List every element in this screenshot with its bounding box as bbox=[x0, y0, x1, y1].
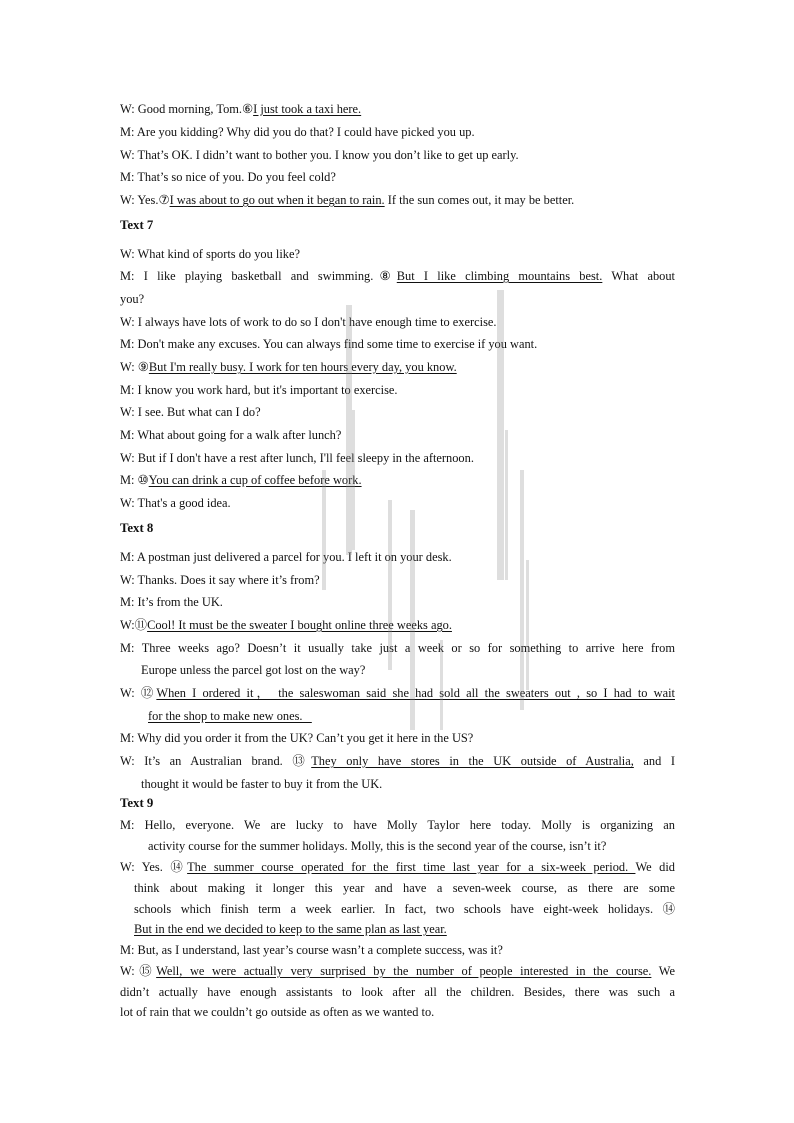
dialogue-line: M: I know you work hard, but it's important to exercise. bbox=[120, 383, 398, 397]
underlined-answer: You can drink a cup of coffee before work. bbox=[148, 473, 362, 487]
dialogue-line: W: Good morning, Tom.⑥I just took a taxi here. bbox=[120, 102, 362, 116]
dialogue-line: you? bbox=[120, 292, 145, 306]
section-heading-text-8: Text 8 bbox=[120, 521, 154, 535]
dialogue-line: W: ⑫When I ordered it， the saleswoman said she had sold all the sweaters out , so I had to wait bbox=[120, 686, 675, 700]
underlined-answer: Well, we were actually very surprised by the number of people interested in the course. bbox=[156, 964, 652, 978]
underlined-answer: But I'm really busy. I work for ten hours every day, you know. bbox=[148, 360, 457, 374]
dialogue-line: W: Yes. ⑭The summer course operated for the first time last year for a six-week period. We did bbox=[120, 860, 675, 874]
underlined-answer: They only have stores in the UK outside of Australia, bbox=[311, 754, 634, 768]
dialogue-line: M: Three weeks ago? Doesn’t it usually take just a week or so for something to arrive here from bbox=[120, 641, 675, 655]
dialogue-line: W: I always have lots of work to do so I don't have enough time to exercise. bbox=[120, 315, 497, 329]
dialogue-line bbox=[148, 709, 675, 724]
underlined-answer: for the shop to make new ones. bbox=[148, 709, 312, 723]
dialogue-line: lot of rain that we couldn’t go outside as often as we wanted to. bbox=[120, 1005, 435, 1019]
dialogue-line: W: Yes.⑦I was about to go out when it began to rain. If the sun comes out, it may be better. bbox=[120, 193, 575, 207]
dialogue-line: M: What about going for a walk after lunch? bbox=[120, 428, 342, 442]
dialogue-line: M: It’s from the UK. bbox=[120, 595, 223, 609]
dialogue-line: activity course for the summer holidays. Molly, this is the second year of the course, isn’t it? bbox=[148, 839, 607, 853]
dialogue-line: W: I see. But what can I do? bbox=[120, 405, 261, 419]
dialogue-line: M: I like playing basketball and swimming.⑧But I like climbing mountains best. What about bbox=[120, 269, 675, 283]
dialogue-line: W: That's a good idea. bbox=[120, 496, 231, 510]
dialogue-line: W: It’s an Australian brand. ⑬They only have stores in the UK outside of Australia, and I bbox=[120, 754, 676, 768]
dialogue-line: M: ⑩You can drink a cup of coffee before work. bbox=[120, 473, 362, 487]
dialogue-line: M: Why did you order it from the UK? Can’t you get it here in the US? bbox=[120, 731, 474, 745]
dialogue-line bbox=[134, 922, 675, 937]
dialogue-line: M: Are you kidding? Why did you do that? I could have picked you up. bbox=[120, 125, 475, 139]
dialogue-line: W: ⑨But I'm really busy. I work for ten hours every day, you know. bbox=[120, 360, 457, 374]
dialogue-line: M: A postman just delivered a parcel for you. I left it on your desk. bbox=[120, 550, 452, 564]
dialogue-line: W:⑮Well, we were actually very surprised by the number of people interested in the course. We bbox=[120, 964, 675, 978]
underlined-answer: I was about to go out when it began to rain. bbox=[169, 193, 385, 207]
dialogue-line: W: What kind of sports do you like? bbox=[120, 247, 300, 261]
dialogue-line: M: But, as I understand, last year’s course wasn’t a complete success, was it? bbox=[120, 943, 503, 957]
dialogue-line: think about making it longer this year and have a seven-week course, as there are some bbox=[134, 881, 675, 895]
dialogue-line: W: Thanks. Does it say where it’s from? bbox=[120, 573, 320, 587]
underlined-answer: But in the end we decided to keep to the same plan as last year. bbox=[134, 922, 447, 936]
dialogue-line: M: Don't make any excuses. You can always find some time to exercise if you want. bbox=[120, 337, 538, 351]
underlined-answer: When I ordered it， the saleswoman said she had sold all the sweaters out , so I had to wait bbox=[156, 686, 675, 700]
dialogue-line: didn’t actually have enough assistants to look after all the children. Besides, there was such a bbox=[120, 985, 675, 999]
underlined-answer: But I like climbing mountains best. bbox=[396, 269, 603, 283]
section-heading-text-9: Text 9 bbox=[120, 796, 154, 810]
dialogue-line: W: That’s OK. I didn’t want to bother you. I know you don’t like to get up early. bbox=[120, 148, 519, 162]
dialogue-line: M: Hello, everyone. We are lucky to have Molly Taylor here today. Molly is organizing an bbox=[120, 818, 675, 832]
underlined-answer: Cool! It must be the sweater I bought online three weeks ago. bbox=[147, 618, 452, 632]
dialogue-line: Europe unless the parcel got lost on the way? bbox=[141, 663, 366, 677]
dialogue-line: M: That’s so nice of you. Do you feel cold? bbox=[120, 170, 336, 184]
section-heading-text-7: Text 7 bbox=[120, 218, 154, 232]
dialogue-line: schools which finish term a week earlier. In fact, two schools have eight-week holidays. ⑭ bbox=[134, 902, 675, 916]
underlined-answer: I just took a taxi here. bbox=[253, 102, 362, 116]
underlined-answer: The summer course operated for the first time last year for a six-week period. bbox=[187, 860, 636, 874]
dialogue-line: W: But if I don't have a rest after lunch, I'll feel sleepy in the afternoon. bbox=[120, 451, 474, 465]
dialogue-line: W:⑪Cool! It must be the sweater I bought online three weeks ago. bbox=[120, 618, 452, 632]
dialogue-line: thought it would be faster to buy it from the UK. bbox=[141, 777, 383, 791]
